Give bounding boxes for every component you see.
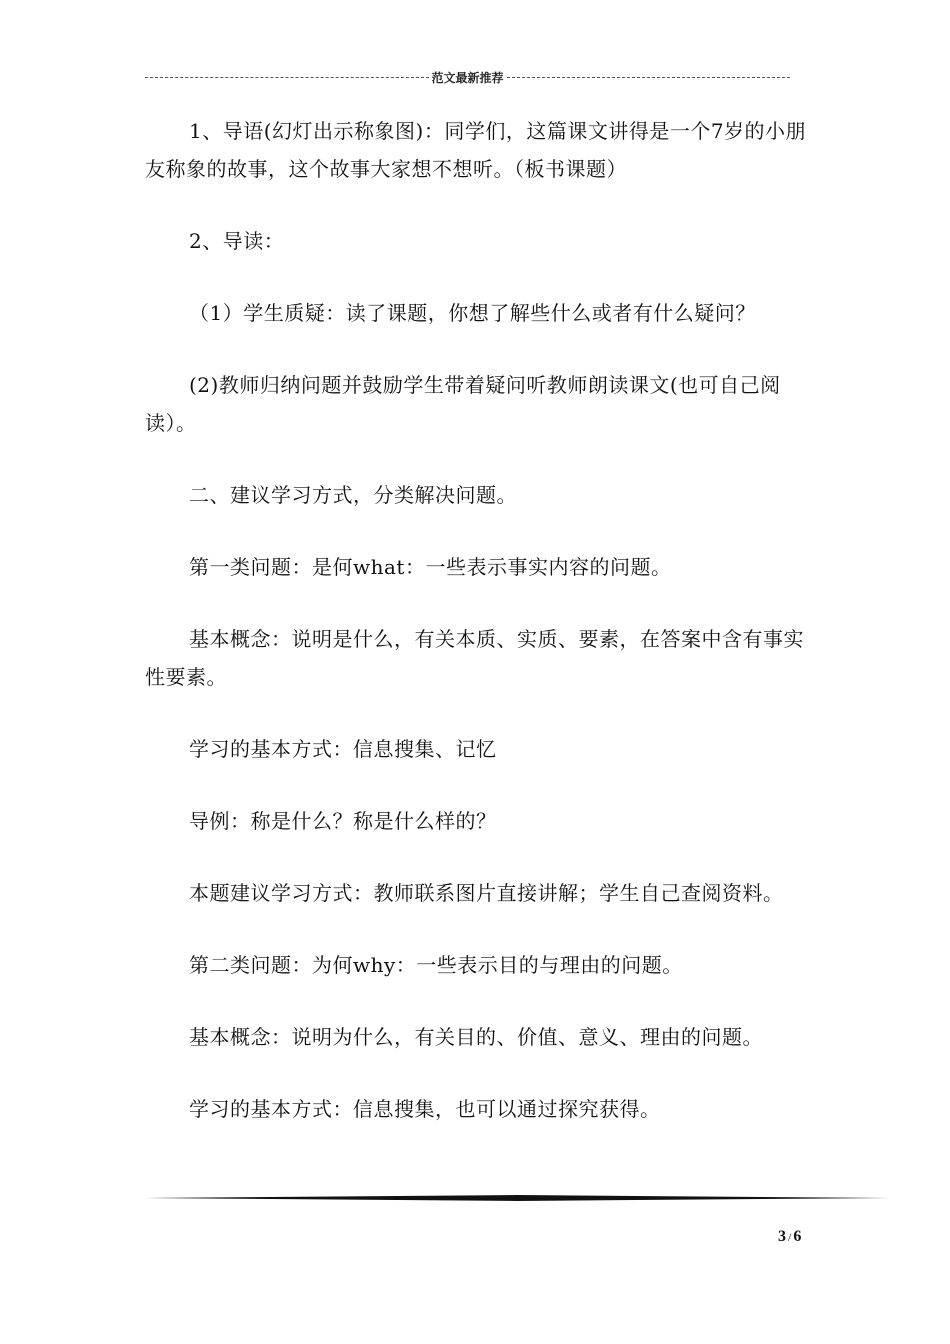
header-dash-left bbox=[145, 77, 429, 78]
paragraph: 1、导语(幻灯出示称象图)：同学们，这篇课文讲得是一个7岁的小朋友称象的故事，这个故事大家想不想听。（板书课题） bbox=[145, 119, 807, 181]
header-title: 范文最新推荐 bbox=[431, 70, 504, 85]
paragraph: 基本概念：说明是什么，有关本质、实质、要素，在答案中含有事实性要素。 bbox=[145, 627, 804, 689]
page-number bbox=[778, 1228, 801, 1246]
paragraph: （1）学生质疑：读了课题，你想了解些什么或者有什么疑问？ bbox=[189, 301, 756, 325]
footer-divider bbox=[145, 1195, 890, 1201]
paragraph: 导例：称是什么？称是什么样的？ bbox=[189, 809, 497, 833]
page-separator: / bbox=[788, 1230, 792, 1244]
header-dash-right bbox=[507, 77, 791, 78]
paragraph: 学习的基本方式：信息搜集、记忆 bbox=[189, 737, 497, 761]
paragraph: (2)教师归纳问题并鼓励学生带着疑问听教师朗读课文(也可自己阅读）。 bbox=[145, 373, 781, 435]
page-header bbox=[145, 66, 790, 88]
paragraph: 基本概念：说明为什么，有关目的、价值、意义、理由的问题。 bbox=[189, 1025, 763, 1049]
paragraph: 本题建议学习方式：教师联系图片直接讲解；学生自己查阅资料。 bbox=[189, 881, 784, 905]
paragraph: 第一类问题：是何what：一些表示事实内容的问题。 bbox=[189, 555, 672, 579]
paragraph: 第二类问题：为何why：一些表示目的与理由的问题。 bbox=[189, 953, 683, 977]
current-page: 3 bbox=[778, 1228, 786, 1245]
paragraph: 2、导读： bbox=[189, 229, 285, 253]
paragraph: 学习的基本方式：信息搜集，也可以通过探究获得。 bbox=[189, 1097, 661, 1121]
document-body bbox=[145, 112, 810, 1162]
paragraph: 二、建议学习方式，分类解决问题。 bbox=[189, 483, 517, 507]
total-pages: 6 bbox=[793, 1228, 802, 1245]
